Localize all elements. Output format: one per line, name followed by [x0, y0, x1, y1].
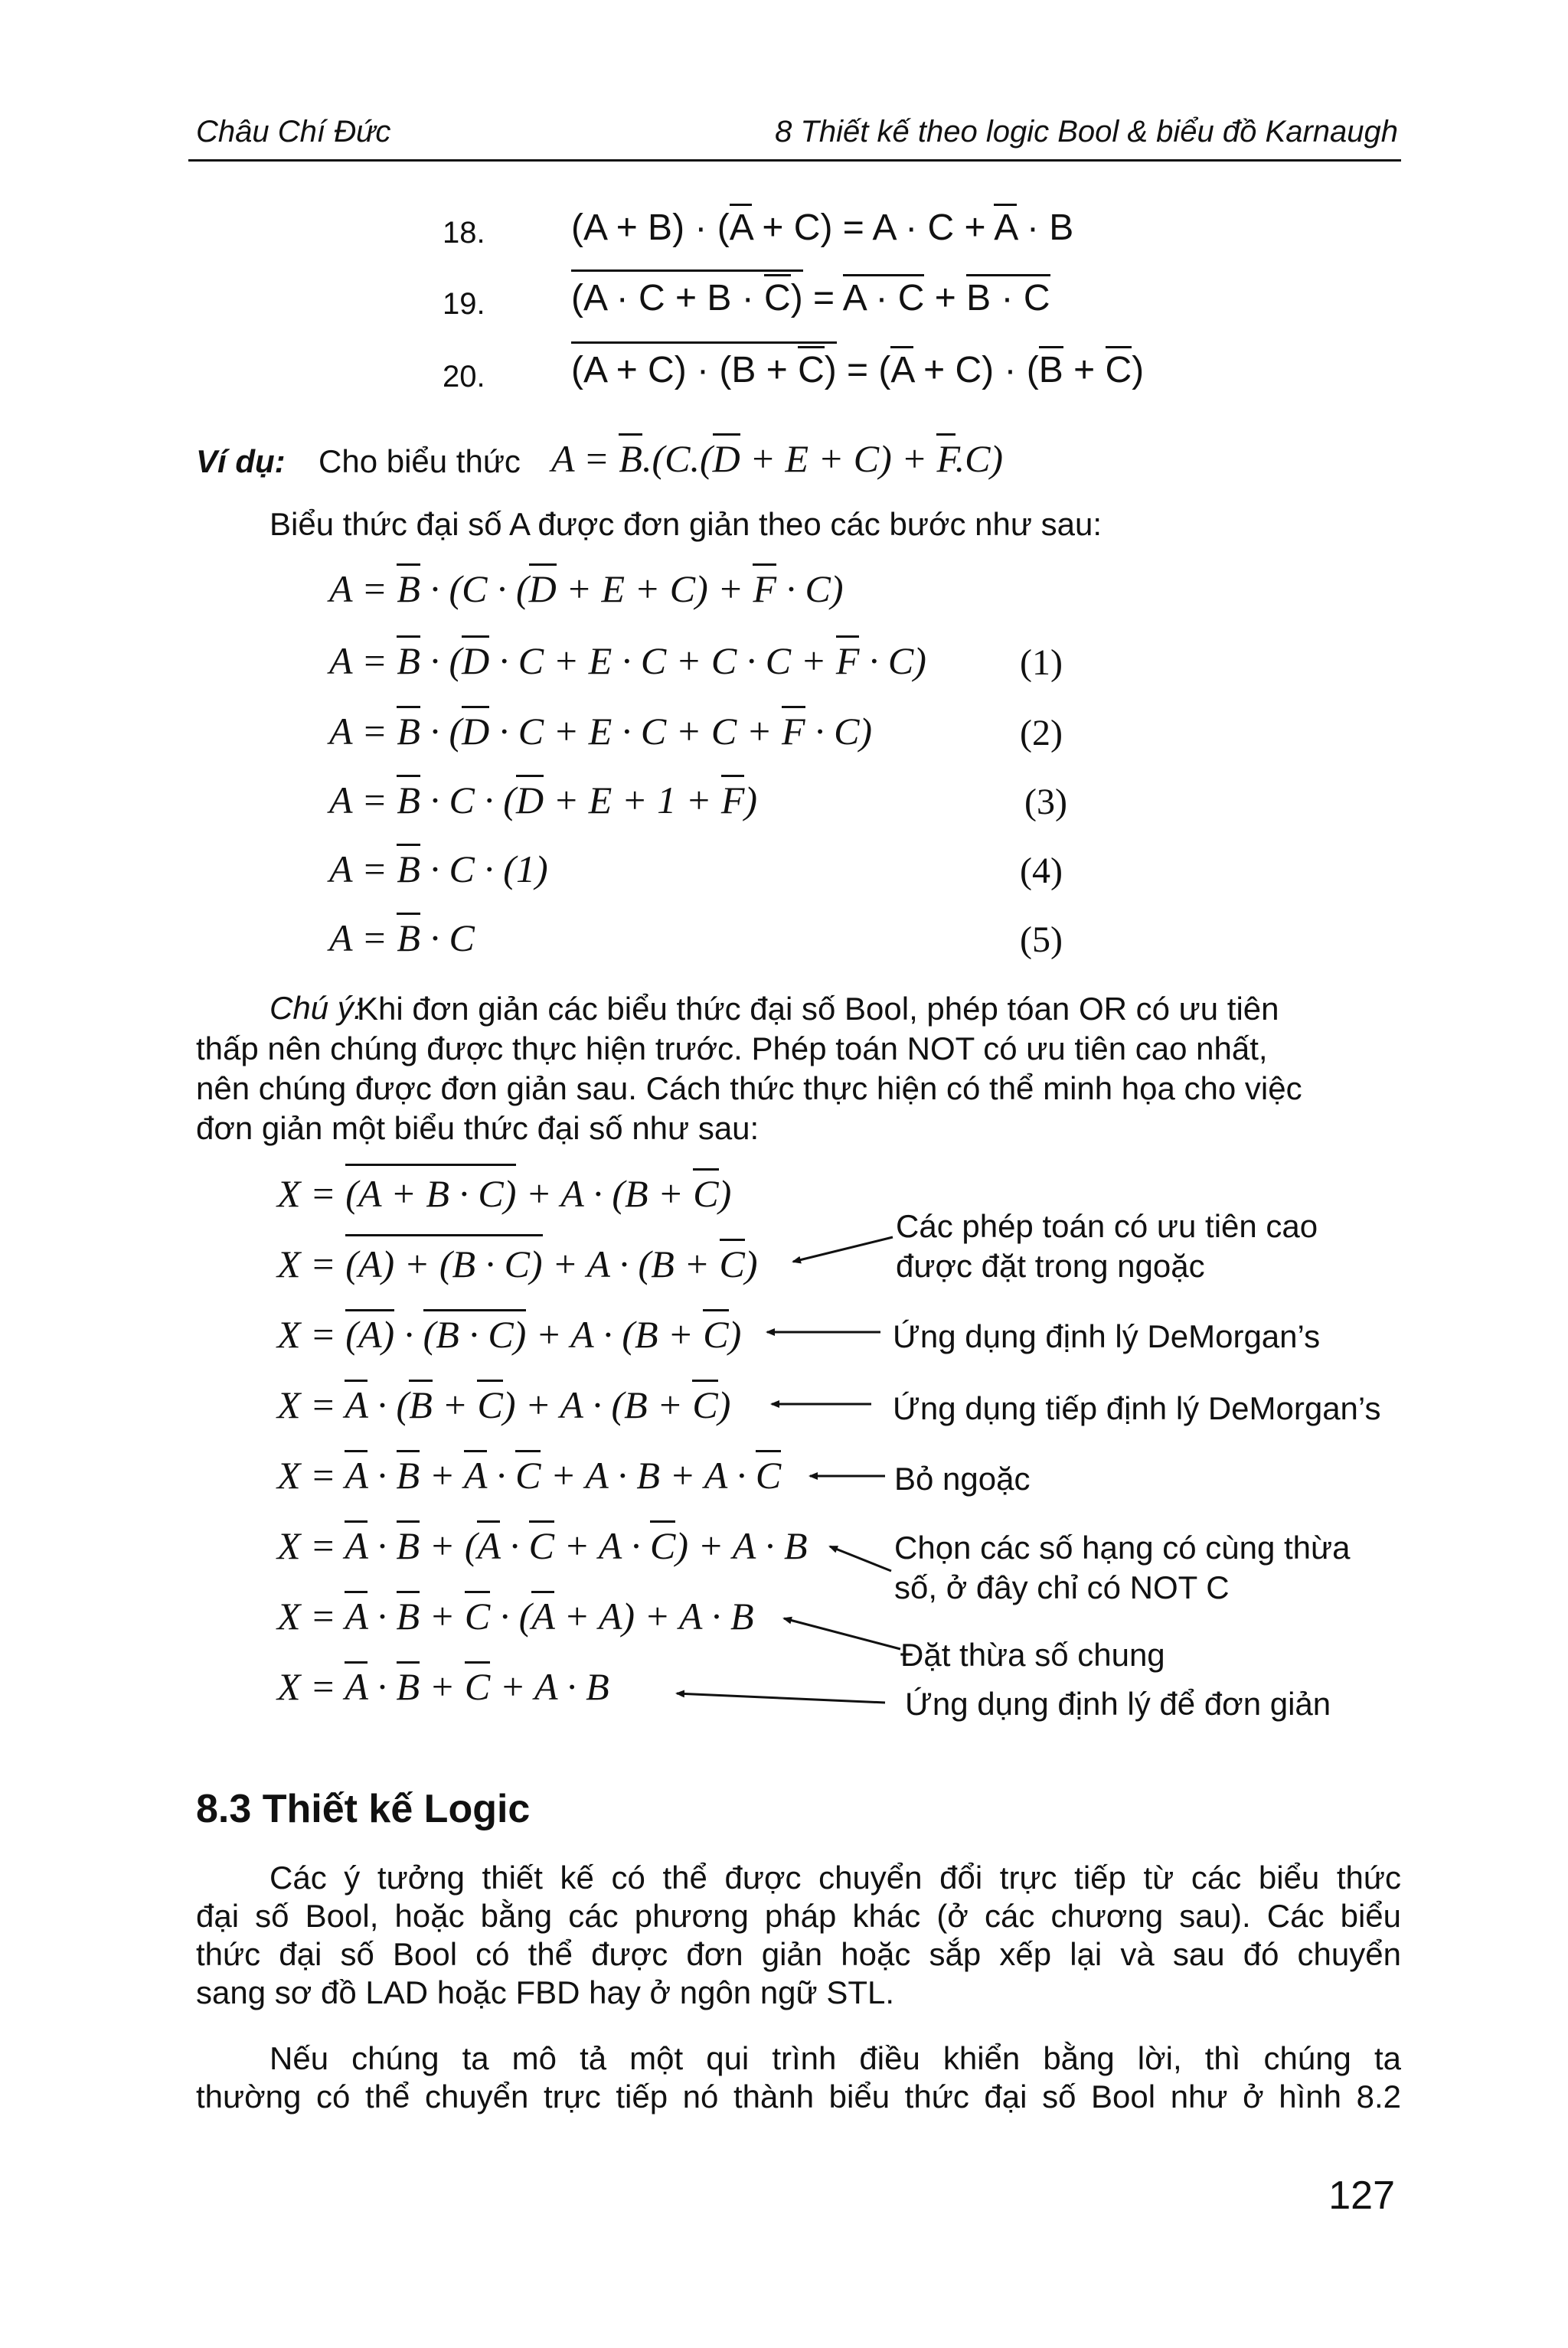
- arrow-6: [784, 1618, 900, 1649]
- law-20-formula: (A + C) · (B + C) = (A + C) · (B + C): [571, 349, 1144, 391]
- chain-step-1: X = (A + B · C) + A · (B + C): [277, 1171, 731, 1216]
- note-label: Chú ý:: [270, 990, 363, 1026]
- chain-step-2: X = (A) + (B · C) + A · (B + C): [277, 1242, 758, 1286]
- para2-line-2: thường có thể chuyển trực tiếp nó thành biểu thức đại số Bool như ở hình 8.2: [196, 2079, 1401, 2115]
- header-chapter: 8 Thiết kế theo logic Bool & biểu đồ Karnaugh: [775, 115, 1398, 149]
- header-author: Châu Chí Đức: [196, 115, 391, 149]
- step-3: A = B · C · (D + E + 1 + F): [329, 778, 757, 822]
- annotation-4: Bỏ ngoặc: [894, 1461, 1031, 1497]
- para2-line-1: Nếu chúng ta mô tả một qui trình điều khiển bằng lời, thì chúng ta: [270, 2040, 1401, 2076]
- annotation-7: Ứng dụng định lý để đơn giản: [905, 1686, 1331, 1722]
- page-number: 127: [1328, 2173, 1395, 2218]
- annotation-6: Đặt thừa số chung: [900, 1637, 1165, 1673]
- annotation-5a: Chọn các số hạng có cùng thừa: [894, 1530, 1351, 1566]
- law-number-20: 20.: [443, 360, 485, 394]
- arrow-5: [830, 1546, 891, 1571]
- note-line-2: thấp nên chúng được thực hiện trước. Phép toán NOT có ưu tiên cao nhất,: [196, 1030, 1268, 1066]
- para1-line-1: Các ý tưởng thiết kế có thể được chuyển đổi trực tiếp từ các biểu thức: [270, 1860, 1401, 1896]
- step-number-2: (2): [1020, 713, 1063, 753]
- steps-intro: Biểu thức đại số A được đơn giản theo các bước như sau:: [270, 506, 1102, 542]
- law-18-formula: (A + B) · (A + C) = A · C + A · B: [571, 207, 1073, 249]
- para1-line-3: thức đại số Bool có thể được đơn giản hoặc sắp xếp lại và sau đó chuyển: [196, 1936, 1401, 1972]
- step-1: A = B · (D · C + E · C + C · C + F · C): [329, 638, 926, 683]
- annotation-1b: được đặt trong ngoặc: [896, 1248, 1205, 1284]
- note-line-1: Khi đơn giản các biểu thức đại số Bool, phép tóan OR có ưu tiên: [357, 991, 1279, 1027]
- step-number-4: (4): [1020, 851, 1063, 891]
- para1-line-2: đại số Bool, hoặc bằng các phương pháp khác (ở các chương sau). Các biểu: [196, 1898, 1401, 1934]
- note-line-3: nên chúng được đơn giản sau. Cách thức thực hiện có thể minh họa cho việc: [196, 1070, 1302, 1106]
- chain-step-3: X = (A) · (B · C) + A · (B + C): [277, 1312, 741, 1357]
- step-2: A = B · (D · C + E · C + C + F · C): [329, 709, 872, 753]
- step-number-1: (1): [1020, 642, 1063, 683]
- para1-line-4: sang sơ đồ LAD hoặc FBD hay ở ngôn ngữ STL.: [196, 1974, 895, 2010]
- chain-step-5: X = A · B + A · C + A · B + A · C: [277, 1453, 781, 1497]
- step-number-3: (3): [1024, 782, 1067, 822]
- section-paragraph-2: [196, 2039, 1401, 2116]
- chain-step-6: X = A · B + (A · C + A · C) + A · B: [277, 1523, 807, 1568]
- annotation-2: Ứng dụng định lý DeMorgan’s: [893, 1318, 1321, 1354]
- annotation-3: Ứng dụng tiếp định lý DeMorgan’s: [893, 1390, 1381, 1426]
- step-5: A = B · C: [329, 916, 475, 960]
- law-19-formula: (A · C + B · C) = A · C + B · C: [571, 277, 1050, 319]
- example-intro: Cho biểu thức: [318, 443, 521, 479]
- law-number-19: 19.: [443, 287, 485, 321]
- step-0: A = B · (C · (D + E + C) + F · C): [329, 567, 844, 611]
- chain-step-4: X = A · (B + C) + A · (B + C): [277, 1383, 730, 1427]
- chain-step-7: X = A · B + C · (A + A) + A · B: [277, 1594, 754, 1638]
- step-4: A = B · C · (1): [329, 847, 548, 891]
- section-paragraph-1: [196, 1859, 1401, 2012]
- annotation-1a: Các phép toán có ưu tiên cao: [896, 1208, 1318, 1244]
- example-label: Ví dụ:: [196, 443, 286, 479]
- section-heading: 8.3 Thiết kế Logic: [196, 1787, 531, 1831]
- annotation-5b: số, ở đây chỉ có NOT C: [894, 1569, 1230, 1605]
- arrow-7: [677, 1693, 885, 1703]
- arrow-1: [793, 1237, 893, 1262]
- example-expression: A = B.(C.(D + E + C) + F.C): [551, 436, 1003, 481]
- chain-step-8: X = A · B + C + A · B: [277, 1664, 609, 1709]
- law-number-18: 18.: [443, 216, 485, 250]
- step-number-5: (5): [1020, 919, 1063, 960]
- note-line-4: đơn giản một biểu thức đại số như sau:: [196, 1110, 760, 1146]
